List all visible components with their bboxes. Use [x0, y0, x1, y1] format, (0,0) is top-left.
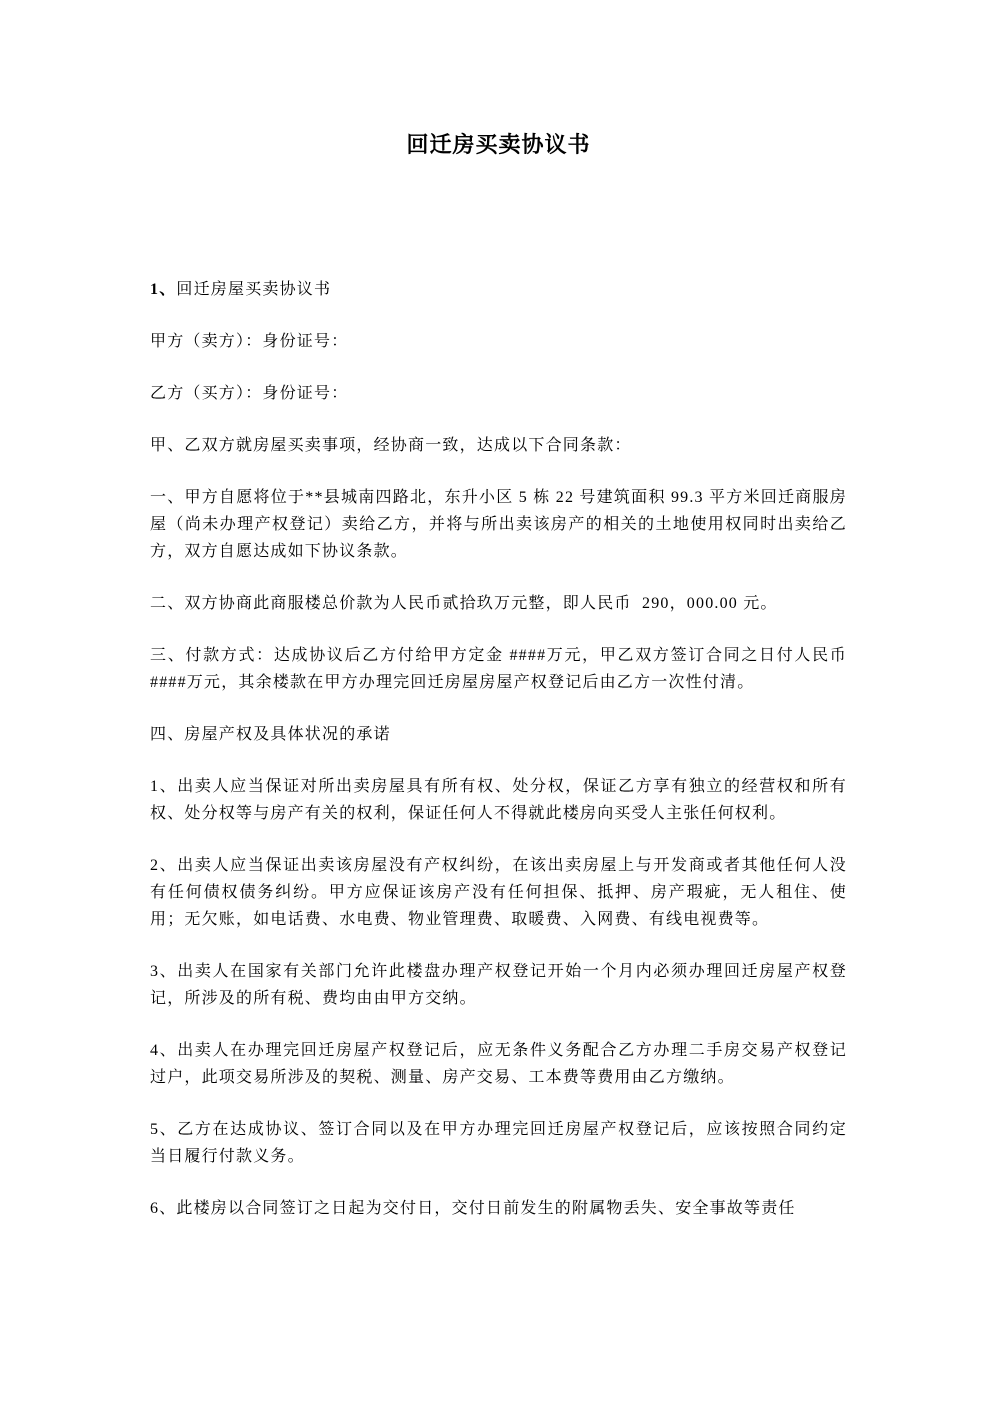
clause-1-property: 一、甲方自愿将位于**县城南四路北，东升小区 5 栋 22 号建筑面积 99.3 平方米回迁商服房屋（尚未办理产权登记）卖给乙方，并将与所出卖该房产的相关的土地使用权同时出卖给乙方，双方自愿达成如下协议条款。: [150, 489, 847, 560]
document-title: 回迁房买卖协议书: [406, 132, 591, 157]
party-a-line: 甲方（卖方）：身份证号：: [150, 333, 349, 350]
clause-4-heading: 四、房屋产权及具体状况的承诺: [150, 726, 391, 743]
clause-4-item-4: 4、出卖人在办理完回迁房屋产权登记后，应无条件义务配合乙方办理二手房交易产权登记过户，此项交易所涉及的契税、测量、房产交易、工本费等费用由乙方缴纳。: [150, 1042, 847, 1086]
list-heading-text: 回迁房屋买卖协议书: [176, 281, 332, 298]
clause-4-item-6: 6、此楼房以合同签订之日起为交付日，交付日前发生的附属物丢失、安全事故等责任: [150, 1200, 796, 1217]
list-heading-number: 1、: [150, 281, 177, 298]
clause-4-item-2: 2、出卖人应当保证出卖该房屋没有产权纠纷，在该出卖房屋上与开发商或者其他任何人没有任何债权债务纠纷。甲方应保证该房产没有任何担保、抵押、房产瑕疵，无人租住、使用；无欠账，如电话费、水电费、物业管理费、取暖费、入网费、有线电视费等。: [150, 857, 847, 928]
clause-4-item-3: 3、出卖人在国家有关部门允许此楼盘办理产权登记开始一个月内必须办理回迁房屋产权登记，所涉及的所有税、费均由由甲方交纳。: [150, 963, 847, 1007]
clause-4-item-5: 5、乙方在达成协议、签订合同以及在甲方办理完回迁房屋产权登记后，应该按照合同约定当日履行付款义务。: [150, 1121, 847, 1165]
clause-2-price: 二、双方协商此商服楼总价款为人民币贰拾玖万元整，即人民币 290，000.00 元。: [150, 595, 778, 612]
preamble-line: 甲、乙双方就房屋买卖事项，经协商一致，达成以下合同条款：: [150, 437, 632, 454]
party-b-line: 乙方（买方）：身份证号：: [150, 385, 349, 402]
clause-4-item-1: 1、出卖人应当保证对所出卖房屋具有所有权、处分权，保证乙方享有独立的经营权和所有权、处分权等与房产有关的权利，保证任何人不得就此楼房向买受人主张任何权利。: [150, 778, 847, 822]
list-heading: [150, 276, 847, 303]
clause-3-payment: 三、付款方式：达成协议后乙方付给甲方定金 ####万元，甲乙双方签订合同之日付人民币####万元，其余楼款在甲方办理完回迁房屋房屋产权登记后由乙方一次性付清。: [150, 647, 847, 691]
